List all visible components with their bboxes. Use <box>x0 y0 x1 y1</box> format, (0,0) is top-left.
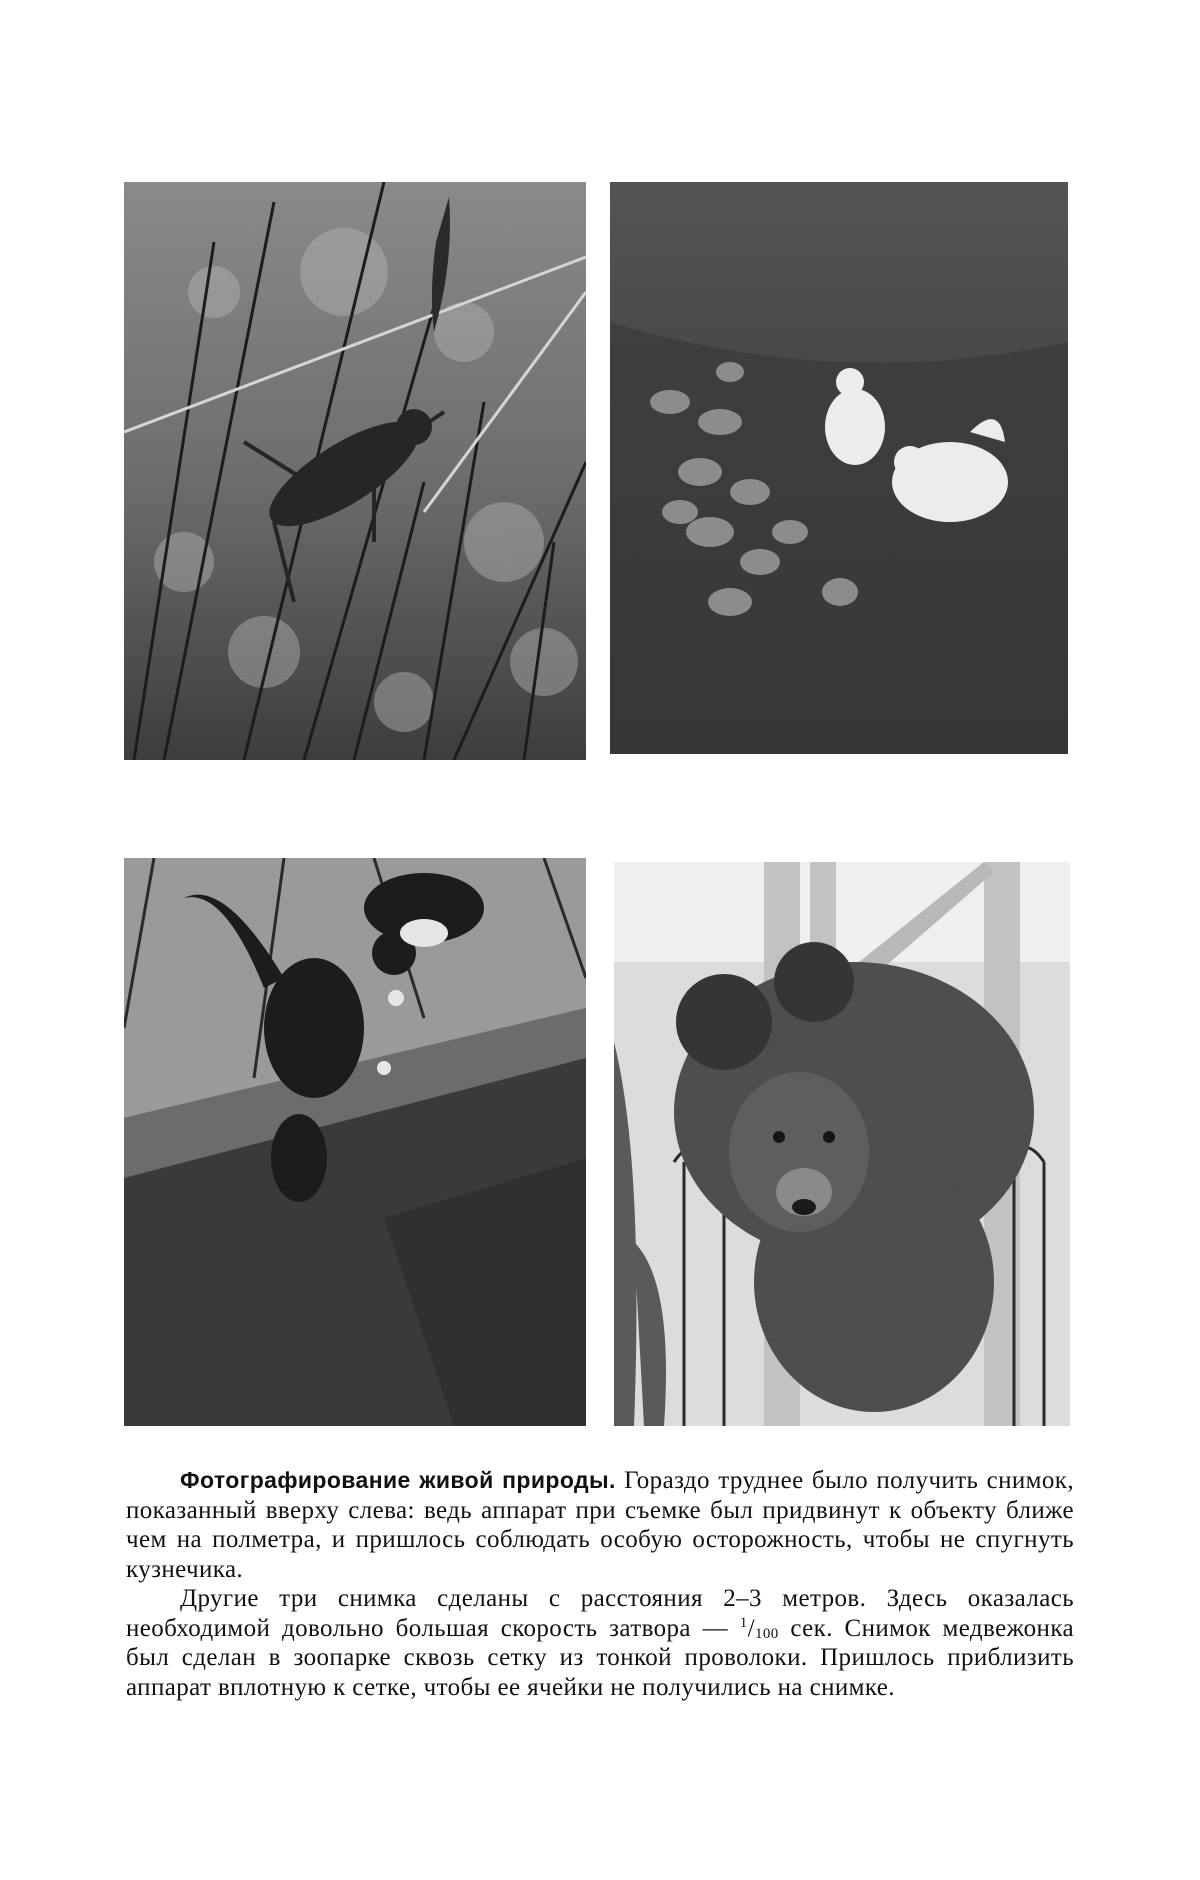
caption-text-2-start: Другие три снимка сделаны с расстояния 2–3 метров. Здесь оказалась необходимой довольно большая скорость затвора — <box>126 1585 1074 1642</box>
photo-caption <box>126 1466 1074 1702</box>
caption-text-1: Гораздо труднее было получить снимок, показанный вверху слева: ведь аппарат при съемке был придвинут к объекту ближе чем на полметра, и пришлось соблюдать особую осторожность, чтобы не спугнуть кузнечика. <box>126 1467 1074 1583</box>
cats-photo <box>124 858 586 1426</box>
caption-text-2-end: сек. Снимок медвежонка был сделан в зоопарке сквозь сетку из тонкой проволоки. Пришлось приблизить аппарат вплотную к сетке, чтобы ее ячейки не получились на снимке. <box>126 1614 1074 1701</box>
fraction-numerator: 1 <box>739 1614 748 1631</box>
ducks-photo <box>610 182 1068 754</box>
caption-heading: Фотографирование живой природы. <box>180 1467 616 1493</box>
grasshopper-photo <box>124 182 586 760</box>
bear-photo <box>614 862 1070 1426</box>
caption-paragraph-2: Другие три снимка сделаны с расстояния 2–3 метров. Здесь оказалась необходимой довольно большая скорость затвора — $^1/_{100}$ сек. Снимок медвежонка был сделан в зоопарке сквозь сетку из тонкой проволоки. Пришлось приблизить аппарат вплотную к сетке, чтобы ее ячейки не получились на снимке. <box>126 1585 1074 1701</box>
caption-paragraph-1 <box>126 1466 1074 1584</box>
fraction-denominator: 100 <box>754 1625 779 1642</box>
